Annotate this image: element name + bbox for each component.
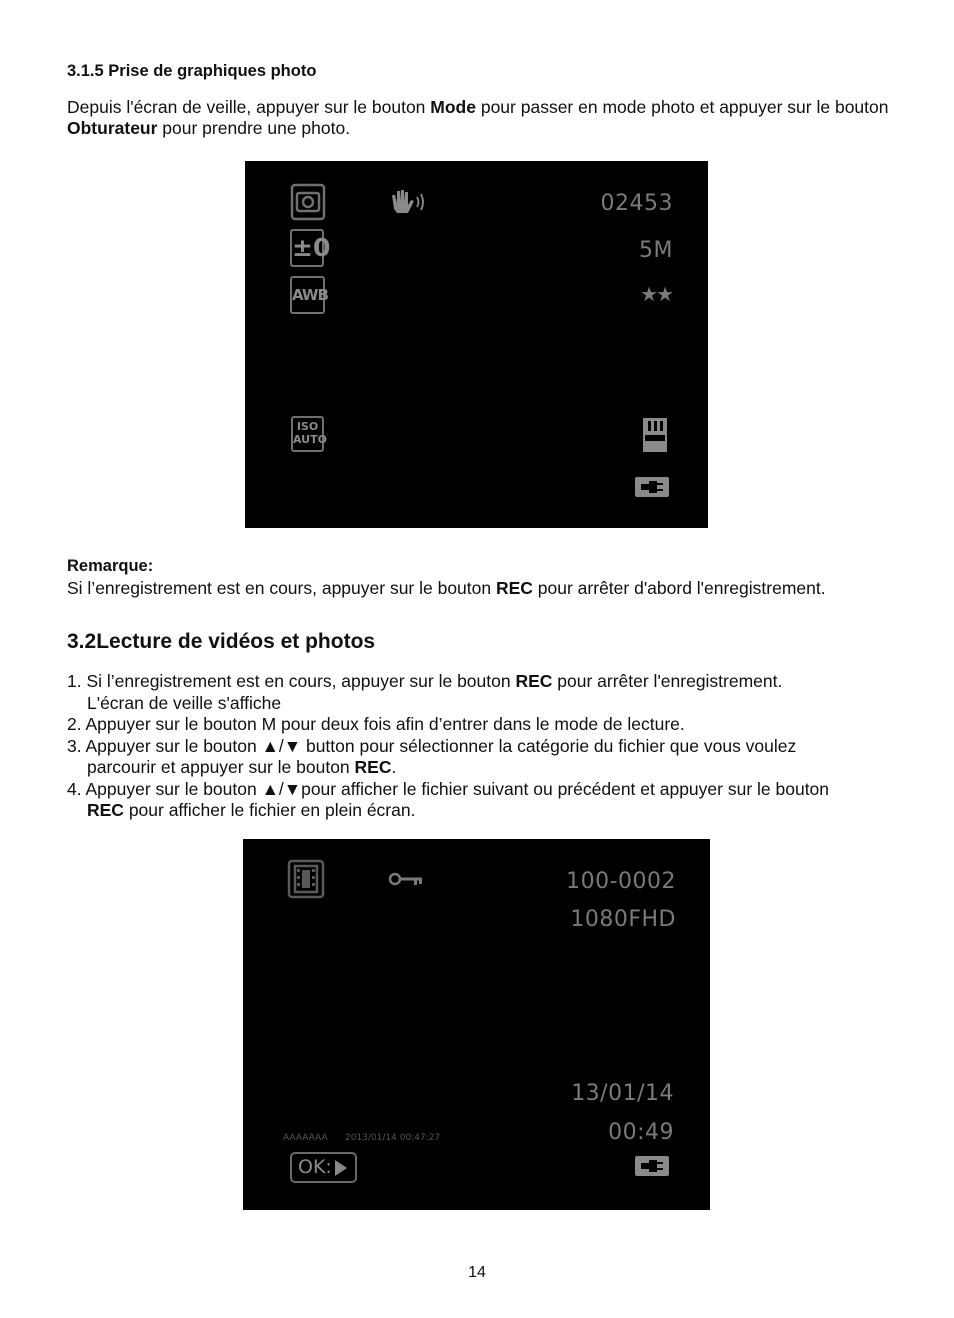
obturateur-keyword: Obturateur	[67, 118, 158, 138]
section-title-3-1-5: 3.1.5 Prise de graphiques photo	[67, 62, 317, 80]
stabilizer-hand-icon	[388, 187, 428, 217]
file-number: 100-0002	[566, 869, 676, 894]
section-title-3-2: 3.2Lecture de vidéos et photos	[67, 630, 376, 653]
list-item: 4. Appuyer sur le bouton ▲/▼pour afficher le fichier suivant ou précédent et appuyer sur le bouton REC pour afficher le fichier en plein écran.	[67, 778, 830, 820]
power-plug-icon	[633, 1154, 671, 1178]
playback-steps-list	[67, 671, 917, 822]
resolution-label: 5M	[639, 238, 673, 263]
page-number: 14	[468, 1264, 486, 1281]
file-timestamp: 2013/01/14 00:47:27	[345, 1133, 441, 1143]
rec-keyword: REC	[495, 578, 533, 598]
camera-mode-icon	[290, 183, 326, 221]
list-item: 1. Si l’enregistrement est en cours, appuyer sur le bouton REC pour arrêter l'enregistrement. L'écran de veille s'affiche	[67, 671, 783, 713]
awb-icon: AWB	[290, 276, 325, 314]
playback-mode-screen	[243, 839, 710, 1210]
remarque-text: Si l’enregistrement est en cours, appuyer sur le bouton REC pour arrêter d'abord l'enregistrement.	[67, 578, 826, 598]
list-item: 2. Appuyer sur le bouton M pour deux fois afin d’entrer dans le mode de lecture.	[67, 714, 685, 734]
mode-keyword: Mode	[430, 97, 476, 117]
exposure-icon: ±0	[290, 229, 324, 267]
shot-count: 02453	[600, 191, 673, 216]
file-name: AAAAAAA	[283, 1133, 328, 1143]
play-icon	[335, 1160, 347, 1176]
recording-date: 13/01/14	[571, 1081, 674, 1106]
recording-duration: 00:49	[608, 1120, 674, 1145]
photo-mode-screen	[245, 161, 708, 528]
video-resolution-label: 1080FHD	[570, 907, 676, 932]
intro-paragraph: Depuis l'écran de veille, appuyer sur le bouton Mode pour passer en mode photo et appuyer sur le bouton Obturateur pour prendre une photo.	[67, 97, 889, 138]
list-item: 3. Appuyer sur le bouton ▲/▼ button pour sélectionner la catégorie du fichier que vous voulez parcourir et appuyer sur le bouton REC.	[67, 735, 797, 777]
iso-auto-icon: ISO AUTO	[291, 416, 324, 452]
key-lock-icon	[388, 869, 424, 889]
ok-play-button[interactable]	[290, 1152, 357, 1183]
sd-card-icon	[641, 416, 669, 454]
quality-stars-icon: ★★	[640, 282, 672, 306]
power-plug-icon	[633, 475, 671, 499]
remarque-label: Remarque:	[67, 557, 154, 575]
video-file-icon	[287, 859, 325, 899]
ok-label: OK:	[298, 1156, 332, 1178]
